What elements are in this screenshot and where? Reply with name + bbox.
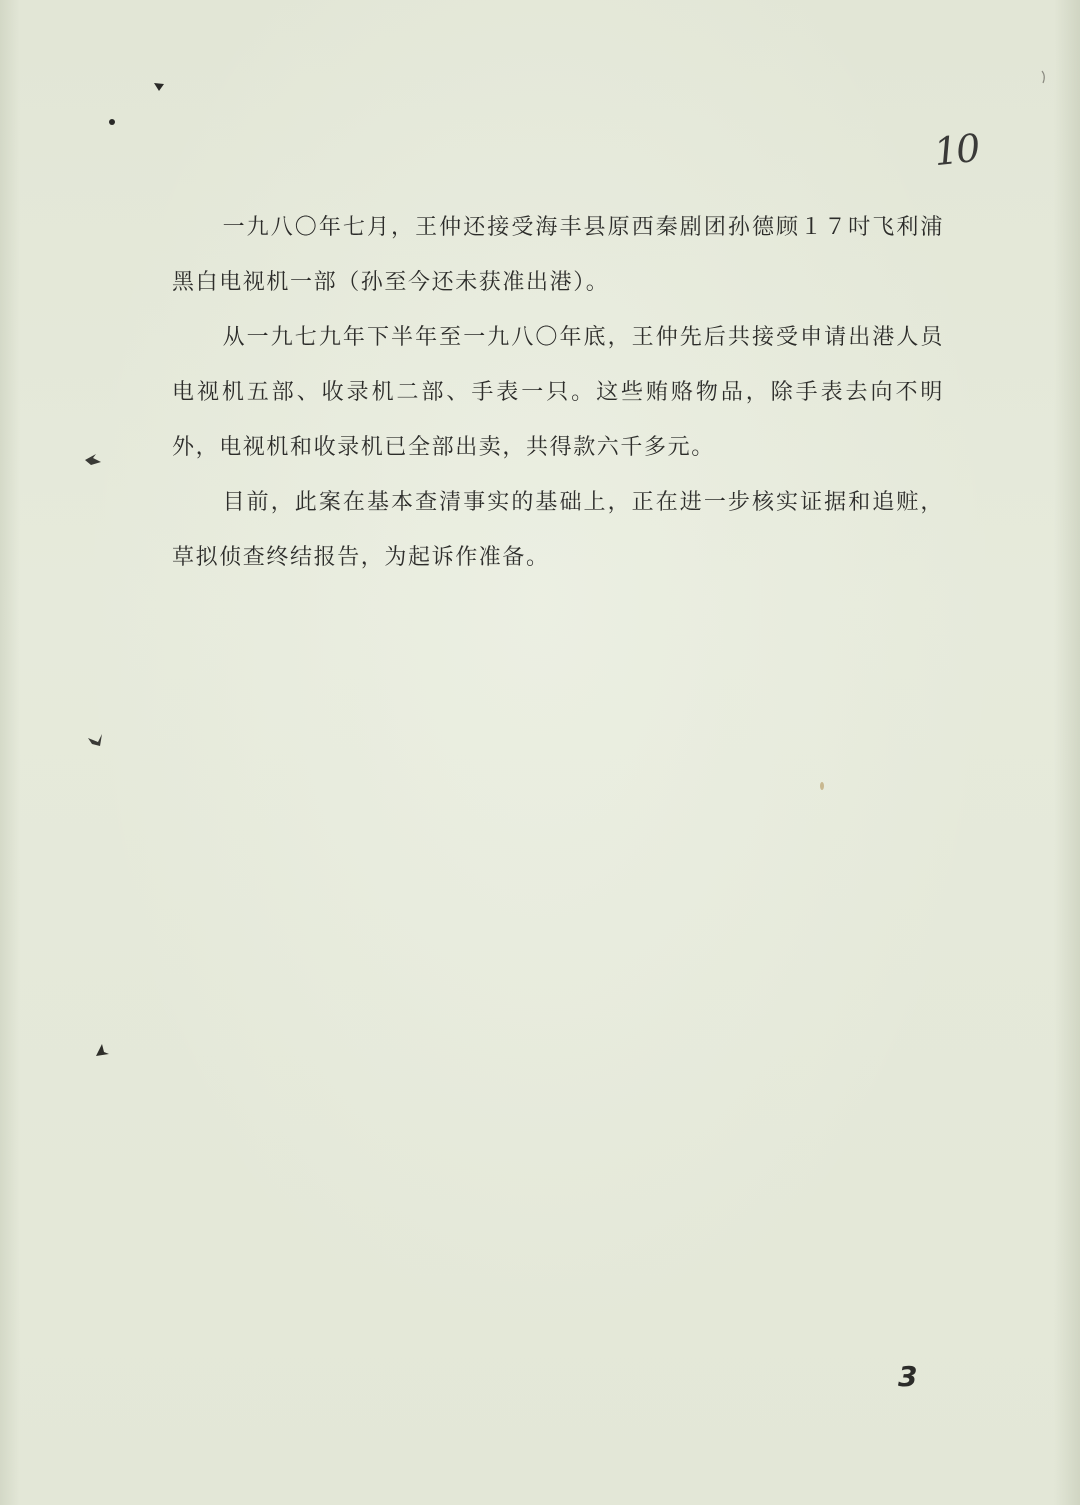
paragraph: 从一九七九年下半年至一九八〇年底，王仲先后共接受申请出港人员电视机五部、收录机二部、手表一只。这些贿赂物品，除手表去向不明外，电视机和收录机已全部出卖，共得款六千多元。 <box>172 325 944 460</box>
punch-hole-mark <box>84 730 106 752</box>
paragraph: 一九八〇年七月，王仲还接受海丰县原西秦剧团孙德顾１７吋飞利浦黑白电视机一部（孙至今还未获准出港）。 <box>172 215 944 295</box>
punch-hole-mark <box>82 448 104 470</box>
paper-speck <box>1040 70 1048 84</box>
punch-hole-mark <box>92 1040 112 1062</box>
page-edge-shadow-left <box>0 0 20 1505</box>
punch-hole-mark <box>106 116 118 128</box>
paper-speck <box>818 780 826 792</box>
page-edge-shadow-right <box>1054 0 1080 1505</box>
punch-hole-mark <box>152 80 166 94</box>
page-number: 3 <box>898 1360 918 1393</box>
paragraph: 目前，此案在基本查清事实的基础上，正在进一步核实证据和追赃，草拟侦查终结报告，为起诉作准备。 <box>172 490 944 570</box>
handwritten-folio-number: 10 <box>931 125 981 175</box>
document-body <box>172 200 944 585</box>
